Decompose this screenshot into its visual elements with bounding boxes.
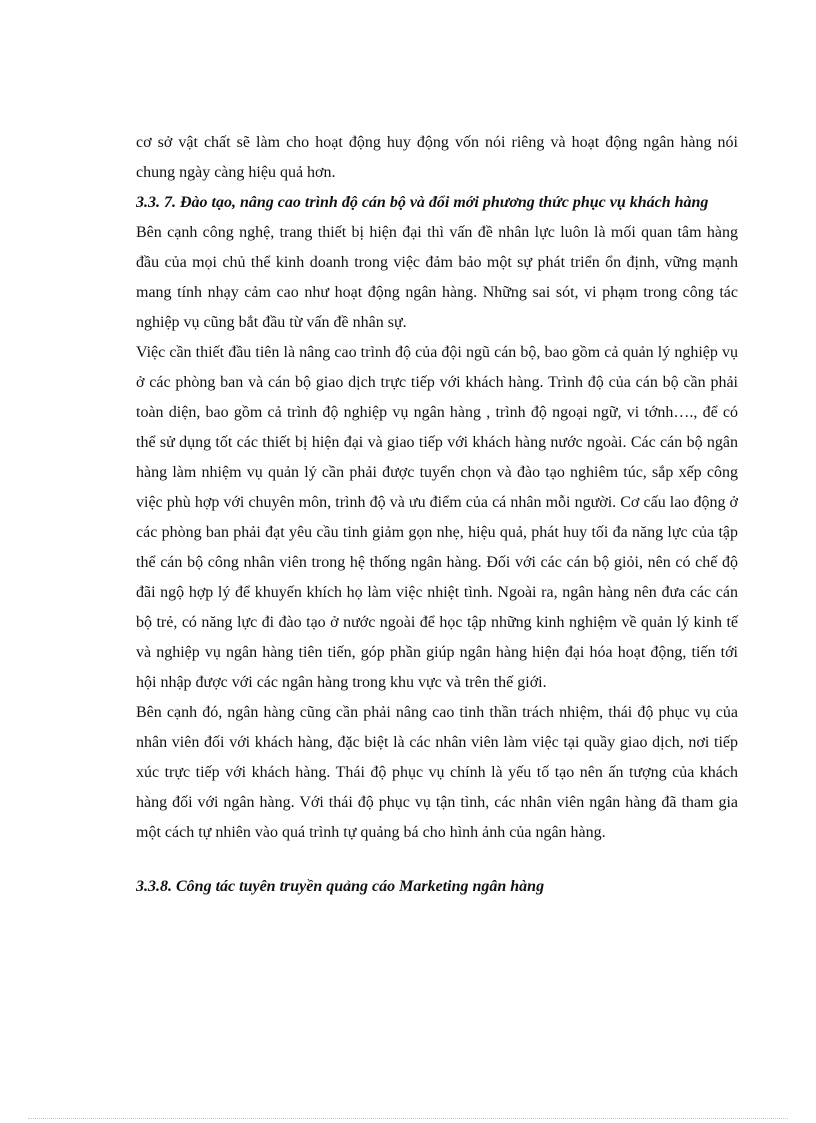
document-body xyxy=(136,128,738,902)
section-heading-3-3-7: 3.3. 7. Đào tạo, nâng cao trình độ cán bộ và đổi mới phương thức phục vụ khách hàng xyxy=(136,194,709,211)
paragraph-staff-training: Việc cần thiết đầu tiên là nâng cao trình độ của đội ngũ cán bộ, bao gồm cả quản lý nghiệp vụ ở các phòng ban và cán bộ giao dịch trực tiếp với khách hàng. Trình độ của cán bộ cần phải toàn diện, bao gồm cả trình độ nghiệp vụ ngân hàng , trình độ ngoại ngữ, vi tớnh…., để có thể sử dụng tốt các thiết bị hiện đại và giao tiếp với khách hàng nước ngoài. Các cán bộ ngân hàng làm nhiệm vụ quản lý cần phải được tuyển chọn và đào tạo nghiêm túc, sắp xếp công việc phù hợp với chuyên môn, trình độ và ưu điểm của cá nhân mỗi người. Cơ cấu lao động ở các phòng ban phải đạt yêu cầu tinh giảm gọn nhẹ, hiệu quả, phát huy tối đa năng lực của tập thể cán bộ công nhân viên trong hệ thống ngân hàng. Đối với các cán bộ giỏi, nên có chế độ đãi ngộ hợp lý để khuyến khích họ làm việc nhiệt tình. Ngoài ra, ngân hàng nên đưa các cán bộ trẻ, có năng lực đi đào tạo ở nước ngoài để học tập những kinh nghiệm về quản lý kinh tế và nghiệp vụ ngân hàng tiên tiến, góp phần giúp ngân hàng hiện đại hóa hoạt động, tiến tới hội nhập được với các ngân hàng trong khu vực và trên thế giới. xyxy=(136,344,738,691)
paragraph-human-resources: Bên cạnh công nghệ, trang thiết bị hiện đại thì vấn đề nhân lực luôn là mối quan tâm hàng đầu của mọi chủ thể kinh doanh trong việc đảm bảo một sự phát triển ổn định, vững mạnh mang tính nhạy cảm cao như hoạt động ngân hàng. Những sai sót, vi phạm trong công tác nghiệp vụ cũng bắt đầu từ vấn đề nhân sự. xyxy=(136,224,738,331)
continuation-paragraph: cơ sở vật chất sẽ làm cho hoạt động huy động vốn nói riêng và hoạt động ngân hàng nói chung ngày càng hiệu quả hơn. xyxy=(136,134,738,181)
paragraph-service-attitude: Bên cạnh đó, ngân hàng cũng cần phải nâng cao tinh thần trách nhiệm, thái độ phục vụ của nhân viên đối với khách hàng, đặc biệt là các nhân viên làm việc tại quầy giao dịch, nơi tiếp xúc trực tiếp với khách hàng. Thái độ phục vụ chính là yếu tố tạo nên ấn tượng của khách hàng đối với ngân hàng. Với thái độ phục vụ tận tình, các nhân viên ngân hàng đã tham gia một cách tự nhiên vào quá trình tự quảng bá cho hình ảnh của ngân hàng. xyxy=(136,704,738,841)
section-spacer xyxy=(136,848,738,872)
page-bottom-rule xyxy=(28,1118,788,1119)
section-heading-3-3-8: 3.3.8. Công tác tuyên truyền quảng cáo Marketing ngân hàng xyxy=(136,878,545,895)
